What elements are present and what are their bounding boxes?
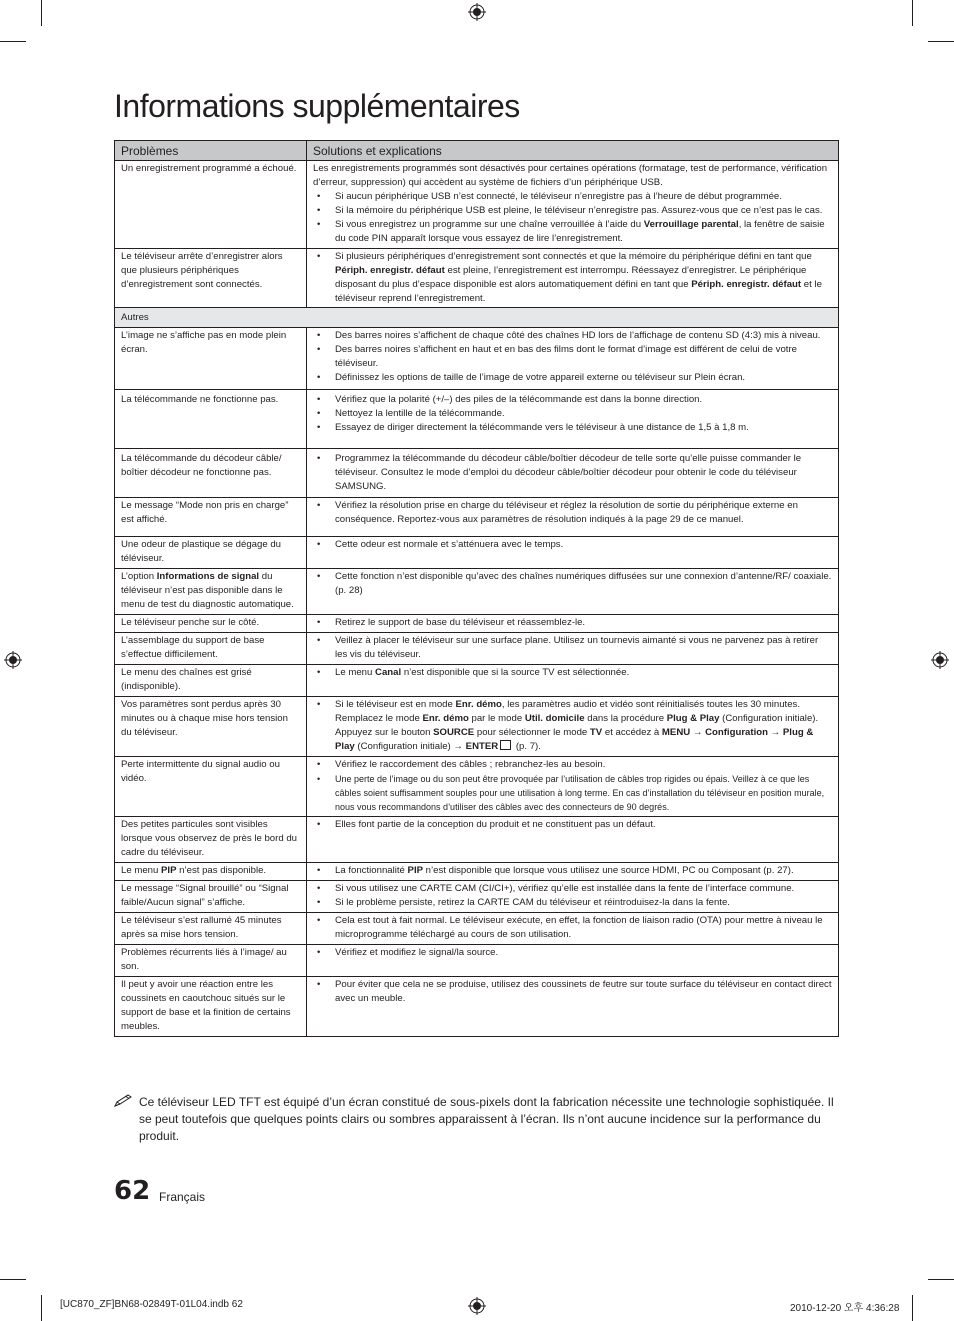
- solution-cell: • Vérifiez le raccordement des câbles ; rebranchez-les au besoin. • Une perte de l’image ou du son peut être provoquée par l’utilisation de câbles trop rigides ou épais. Veillez à ce que les câbles soient suffisamment souples pour une utilisation à long terme. En cas d’installation du téléviseur en position murale, nous vous recommandons d’utiliser des câbles avec des connecteurs de 90 degrés.: [307, 757, 839, 817]
- crop-mark: [928, 1279, 954, 1280]
- enter-icon: [500, 740, 511, 750]
- table-row: [115, 913, 839, 945]
- table-row: [115, 249, 839, 308]
- problem-cell: La télécommande ne fonctionne pas.: [115, 390, 307, 449]
- section-label: Autres: [115, 308, 839, 328]
- solution-cell: • Vérifiez et modifiez le signal/la source.: [307, 945, 839, 977]
- footer-date: 2010-12-20 오후 4:36:28: [790, 1303, 900, 1314]
- solution-cell: • La fonctionnalité PIP n’est disponible que lorsque vous utilisez une source HDMI, PC ou Composant (p. 27).: [307, 863, 839, 881]
- table-row: [115, 977, 839, 1037]
- solution-cell: • Pour éviter que cela ne se produise, utilisez des coussinets de feutre sur toute surface du téléviseur en contact direct avec un meuble.: [307, 977, 839, 1037]
- solution-cell: • Le menu Canal n’est disponible que si la source TV est sélectionnée.: [307, 665, 839, 697]
- registration-mark-icon: [4, 651, 22, 669]
- solution-cell: • Vérifiez la résolution prise en charge du téléviseur et réglez la résolution de sortie du périphérique externe en conséquence. Reportez-vous aux paramètres de résolution indiqués à la page 29 de ce manuel.: [307, 498, 839, 537]
- solution-cell: • Vérifiez que la polarité (+/–) des piles de la télécommande est dans la bonne direction. • Nettoyez la lentille de la télécommande. • Essayez de diriger directement la télécommande vers le téléviseur à une distance de 1,5 à 1,8 m.: [307, 390, 839, 449]
- problem-cell: Le téléviseur arrête d’enregistrer alors que plusieurs périphériques d’enregistrement sont connectés.: [115, 249, 307, 308]
- problem-cell: Le message “Signal brouillé” ou “Signal faible/Aucun signal” s’affiche.: [115, 881, 307, 913]
- crop-mark: [928, 41, 954, 42]
- footer-file-info: [UC870_ZF]BN68-02849T-01L04.indb 62: [60, 1299, 243, 1310]
- table-row: [115, 161, 839, 249]
- solution-cell: • Retirez le support de base du téléviseur et réassemblez-le.: [307, 615, 839, 633]
- problem-cell: Des petites particules sont visibles lorsque vous observez de près le bord du cadre du téléviseur.: [115, 817, 307, 863]
- problem-cell: L’image ne s’affiche pas en mode plein écran.: [115, 328, 307, 390]
- troubleshooting-table: [114, 140, 839, 1037]
- crop-mark: [41, 0, 42, 26]
- solution-cell: • Des barres noires s’affichent de chaque côté des chaînes HD lors de l’affichage de contenu SD (4:3) mis à niveau. • Des barres noires s’affichent en haut et en bas des films dont le format d’image est différent de celui de votre téléviseur. • Définissez les options de taille de l’image de votre appareil externe ou téléviseur sur Plein écran.: [307, 328, 839, 390]
- solution-cell: • Veillez à placer le téléviseur sur une surface plane. Utilisez un tournevis aimanté si vous ne parvenez pas à retirer les vis du téléviseur.: [307, 633, 839, 665]
- page-title: Informations supplémentaires: [114, 88, 520, 124]
- solution-cell: • Si plusieurs périphériques d’enregistrement sont connectés et que la mémoire du périphérique défini en tant que Périph. enregistr. défaut est pleine, l’enregistrement est interrompu. Réessayez d’enregistrer. Le périphérique disposant du plus d’espace disponible est alors automatiquement défini en tant que Périph. enregistr. défaut et le téléviseur reprend l’enregistrement.: [307, 249, 839, 308]
- page-language: Français: [159, 1190, 206, 1204]
- solution-cell: • Cela est tout à fait normal. Le téléviseur exécute, en effet, la fonction de liaison radio (OTA) pour mettre à niveau le microprogramme téléchargé au cours de son utilisation.: [307, 913, 839, 945]
- problem-cell: Perte intermittente du signal audio ou vidéo.: [115, 757, 307, 817]
- table-header-row: [115, 141, 839, 161]
- crop-mark: [41, 1295, 42, 1321]
- table-row: [115, 945, 839, 977]
- table-row: [115, 697, 839, 757]
- solution-cell: • Si le téléviseur est en mode Enr. démo, les paramètres audio et vidéo sont réinitialisés toutes les 30 minutes. Remplacez le mode Enr. démo par le mode Util. domicile dans la procédure Plug & Play (Configuration initiale). Appuyez sur le bouton SOURCE pour sélectionner le mode TV et accédez à MENU → Configuration → Plug & Play (Configuration initiale) → ENTER (p. 7).: [307, 697, 839, 757]
- registration-mark-icon: [931, 651, 949, 669]
- table-row: [115, 537, 839, 569]
- problem-cell: Un enregistrement programmé a échoué.: [115, 161, 307, 249]
- page-number: 62: [114, 1176, 151, 1206]
- problem-cell: Il peut y avoir une réaction entre les coussinets en caoutchouc situés sur le support de base et la finition de certains meubles.: [115, 977, 307, 1037]
- crop-mark: [912, 0, 913, 26]
- problem-cell: Vos paramètres sont perdus après 30 minutes ou à chaque mise hors tension du téléviseur.: [115, 697, 307, 757]
- problem-cell: Le téléviseur s’est rallumé 45 minutes après sa mise hors tension.: [115, 913, 307, 945]
- table-row: [115, 615, 839, 633]
- table-row: [115, 633, 839, 665]
- solution-cell: • Programmez la télécommande du décodeur câble/boîtier décodeur de telle sorte qu’elle puisse commander le téléviseur. Consultez le mode d’emploi du décodeur câble/boîtier décodeur pour obtenir le code du téléviseur SAMSUNG.: [307, 449, 839, 498]
- note: [114, 1094, 840, 1145]
- column-header-solutions: Solutions et explications: [307, 141, 839, 161]
- problem-cell: Une odeur de plastique se dégage du téléviseur.: [115, 537, 307, 569]
- table-row: [115, 498, 839, 537]
- problem-cell: Le menu des chaînes est grisé (indisponible).: [115, 665, 307, 697]
- solution-cell: • Cette fonction n’est disponible qu’avec des chaînes numériques diffusées sur une connexion d’antenne/RF/ coaxiale. (p. 28): [307, 569, 839, 615]
- problem-cell: Le téléviseur penche sur le côté.: [115, 615, 307, 633]
- solution-cell: • Cette odeur est normale et s’atténuera avec le temps.: [307, 537, 839, 569]
- table-row: [115, 390, 839, 449]
- table-row: [115, 665, 839, 697]
- solution-cell: • Elles font partie de la conception du produit et ne constituent pas un défaut.: [307, 817, 839, 863]
- problem-cell: Le menu PIP n’est pas disponible.: [115, 863, 307, 881]
- table-row: [115, 863, 839, 881]
- registration-mark-icon: [468, 3, 486, 21]
- table-row: [115, 449, 839, 498]
- table-row: [115, 328, 839, 390]
- crop-mark: [0, 1279, 26, 1280]
- solution-cell: Les enregistrements programmés sont désactivés pour certaines opérations (formatage, test de performance, vérification d’erreur, suppression) qui accèdent au système de fichiers d’un périphérique USB. • Si aucun périphérique USB n’est connecté, le téléviseur n’enregistre pas à l’heure de début programmée. • Si la mémoire du périphérique USB est pleine, le téléviseur n’enregistre pas. Assurez-vous que ce n’est pas le cas. • Si vous enregistrez un programme sur une chaîne verrouillée à l’aide du Verrouillage parental, la fenêtre de saisie du code PIN apparaît lorsque vous essayez de lire l’enregistrement.: [307, 161, 839, 249]
- table-section-row: [115, 308, 839, 328]
- crop-mark: [0, 41, 26, 42]
- crop-mark: [912, 1295, 913, 1321]
- column-header-problems: Problèmes: [115, 141, 307, 161]
- problem-cell: La télécommande du décodeur câble/ boîtier décodeur ne fonctionne pas.: [115, 449, 307, 498]
- table-row: [115, 757, 839, 817]
- registration-mark-icon: [468, 1297, 486, 1315]
- table-row: [115, 881, 839, 913]
- note-text: Ce téléviseur LED TFT est équipé d’un écran constitué de sous-pixels dont la fabrication nécessite une technologie sophistiquée. Il se peut toutefois que quelques points clairs ou sombres apparaissent à l’écran. Ils n’ont aucune incidence sur la performance du produit.: [139, 1095, 834, 1143]
- problem-cell: L’assemblage du support de base s’effectue difficilement.: [115, 633, 307, 665]
- table-row: [115, 569, 839, 615]
- table-row: [115, 817, 839, 863]
- solution-cell: • Si vous utilisez une CARTE CAM (CI/CI+), vérifiez qu’elle est installée dans la fente de l’interface commune. • Si le problème persiste, retirez la CARTE CAM du téléviseur et réintroduisez-la dans la fente.: [307, 881, 839, 913]
- pencil-note-icon: [114, 1094, 134, 1112]
- problem-cell: Le message “Mode non pris en charge” est affiché.: [115, 498, 307, 537]
- problem-cell: Problèmes récurrents liés à l’image/ au son.: [115, 945, 307, 977]
- problem-cell: L’option Informations de signal du téléviseur n’est pas disponible dans le menu de test du diagnostic automatique.: [115, 569, 307, 615]
